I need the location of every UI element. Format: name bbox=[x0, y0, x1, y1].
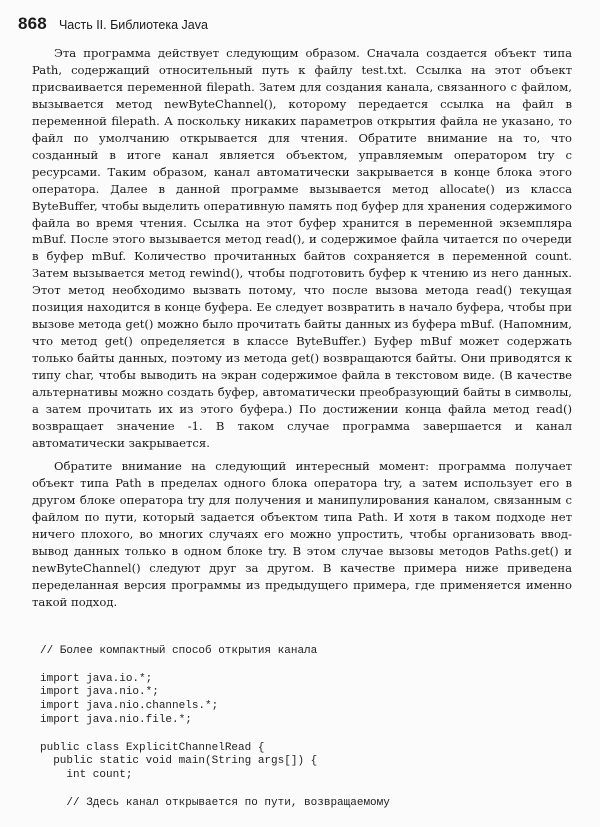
paragraph-program-explanation: Эта программа действует следующим образом. Сначала создается объект типа Path, содержащий относительный путь к файлу test.txt. Ссылка на этот объект присваивается переменной filepath. Затем для создания канала, связанного с файлом, вызывается метод newByteChannel(), которому передается ссылка на файл в переменной filepath. А поскольку никаких параметров открытия файла не указано, то файл по умолчанию открывается для чтения. Обратите внимание на то, что созданный в итоге канал является объектом, управляемым оператором try с ресурсами. Таким образом, канал автоматически закрывается в конце блока этого оператора. Далее в данной программе вызывается метод allocate() из класса ByteBuffer, чтобы выделить оперативную память под буфер для хранения содержимого файла во время чтения. Ссылка на этот буфер хранится в переменной экземпляра mBuf. После этого вызывается метод read(), и содержимое файла читается по очереди в буфер mBuf. Количество прочитанных байтов сохраняется в переменной count. Затем вызывается метод rewind(), чтобы подготовить буфер к чтению из него данных. Этот метод необходимо вызвать потому, что после вызова метода read() текущая позиция находится в конце буфера. Ее следует возвратить в начало буфера, чтобы при вызове метода get() можно было прочитать байты данных из буфера mBuf. (Напомним, что метод get() определяется в классе ByteBuffer.) Буфер mBuf может содержать только байты данных, поэтому из метода get() возвращаются байты. Они приводятся к типу char, чтобы выводить на экран содержимое файла в текстовом виде. (В качестве альтернативы можно создать буфер, автоматически преобразующий байты в символы, а затем прочитать их из этого буфера.) По достижении конца файла метод read() возвращает значение -1. В таком случае программа завершается и канал автоматически закрывается. bbox=[32, 46, 572, 450]
running-title: Часть II. Библиотека Java bbox=[58, 18, 208, 32]
paragraph-compact-approach: Обратите внимание на следующий интересный момент: программа получает объект типа Path в пределах одного блока оператора try, а затем использует его в другом блоке оператора try для получения и манипулирования каналом, связанным с файлом по пути, который задается объектом типа Path. И хотя в таком подходе нет ничего плохого, во многих случаях его можно упростить, чтобы организовать ввод-вывод данных только в одном блоке try. В этом случае вызовы методов Paths.get() и newByteChannel() следуют друг за другом. В качестве примера ниже приведена переделанная версия программы из предыдущего примера, где применяется именно такой подход. bbox=[32, 458, 572, 609]
body-text bbox=[32, 45, 572, 610]
page-number: 868 bbox=[18, 14, 47, 33]
page-header bbox=[18, 14, 582, 38]
code-listing: // Более компактный способ открытия канала import java.io.*; import java.nio.*; import java.nio.channels.*; import java.nio.file.*; public class ExplicitChannelRead { public static void main(String args[]) { int count; // Здесь канал открывается по пути, возвращаемому bbox=[40, 645, 390, 809]
